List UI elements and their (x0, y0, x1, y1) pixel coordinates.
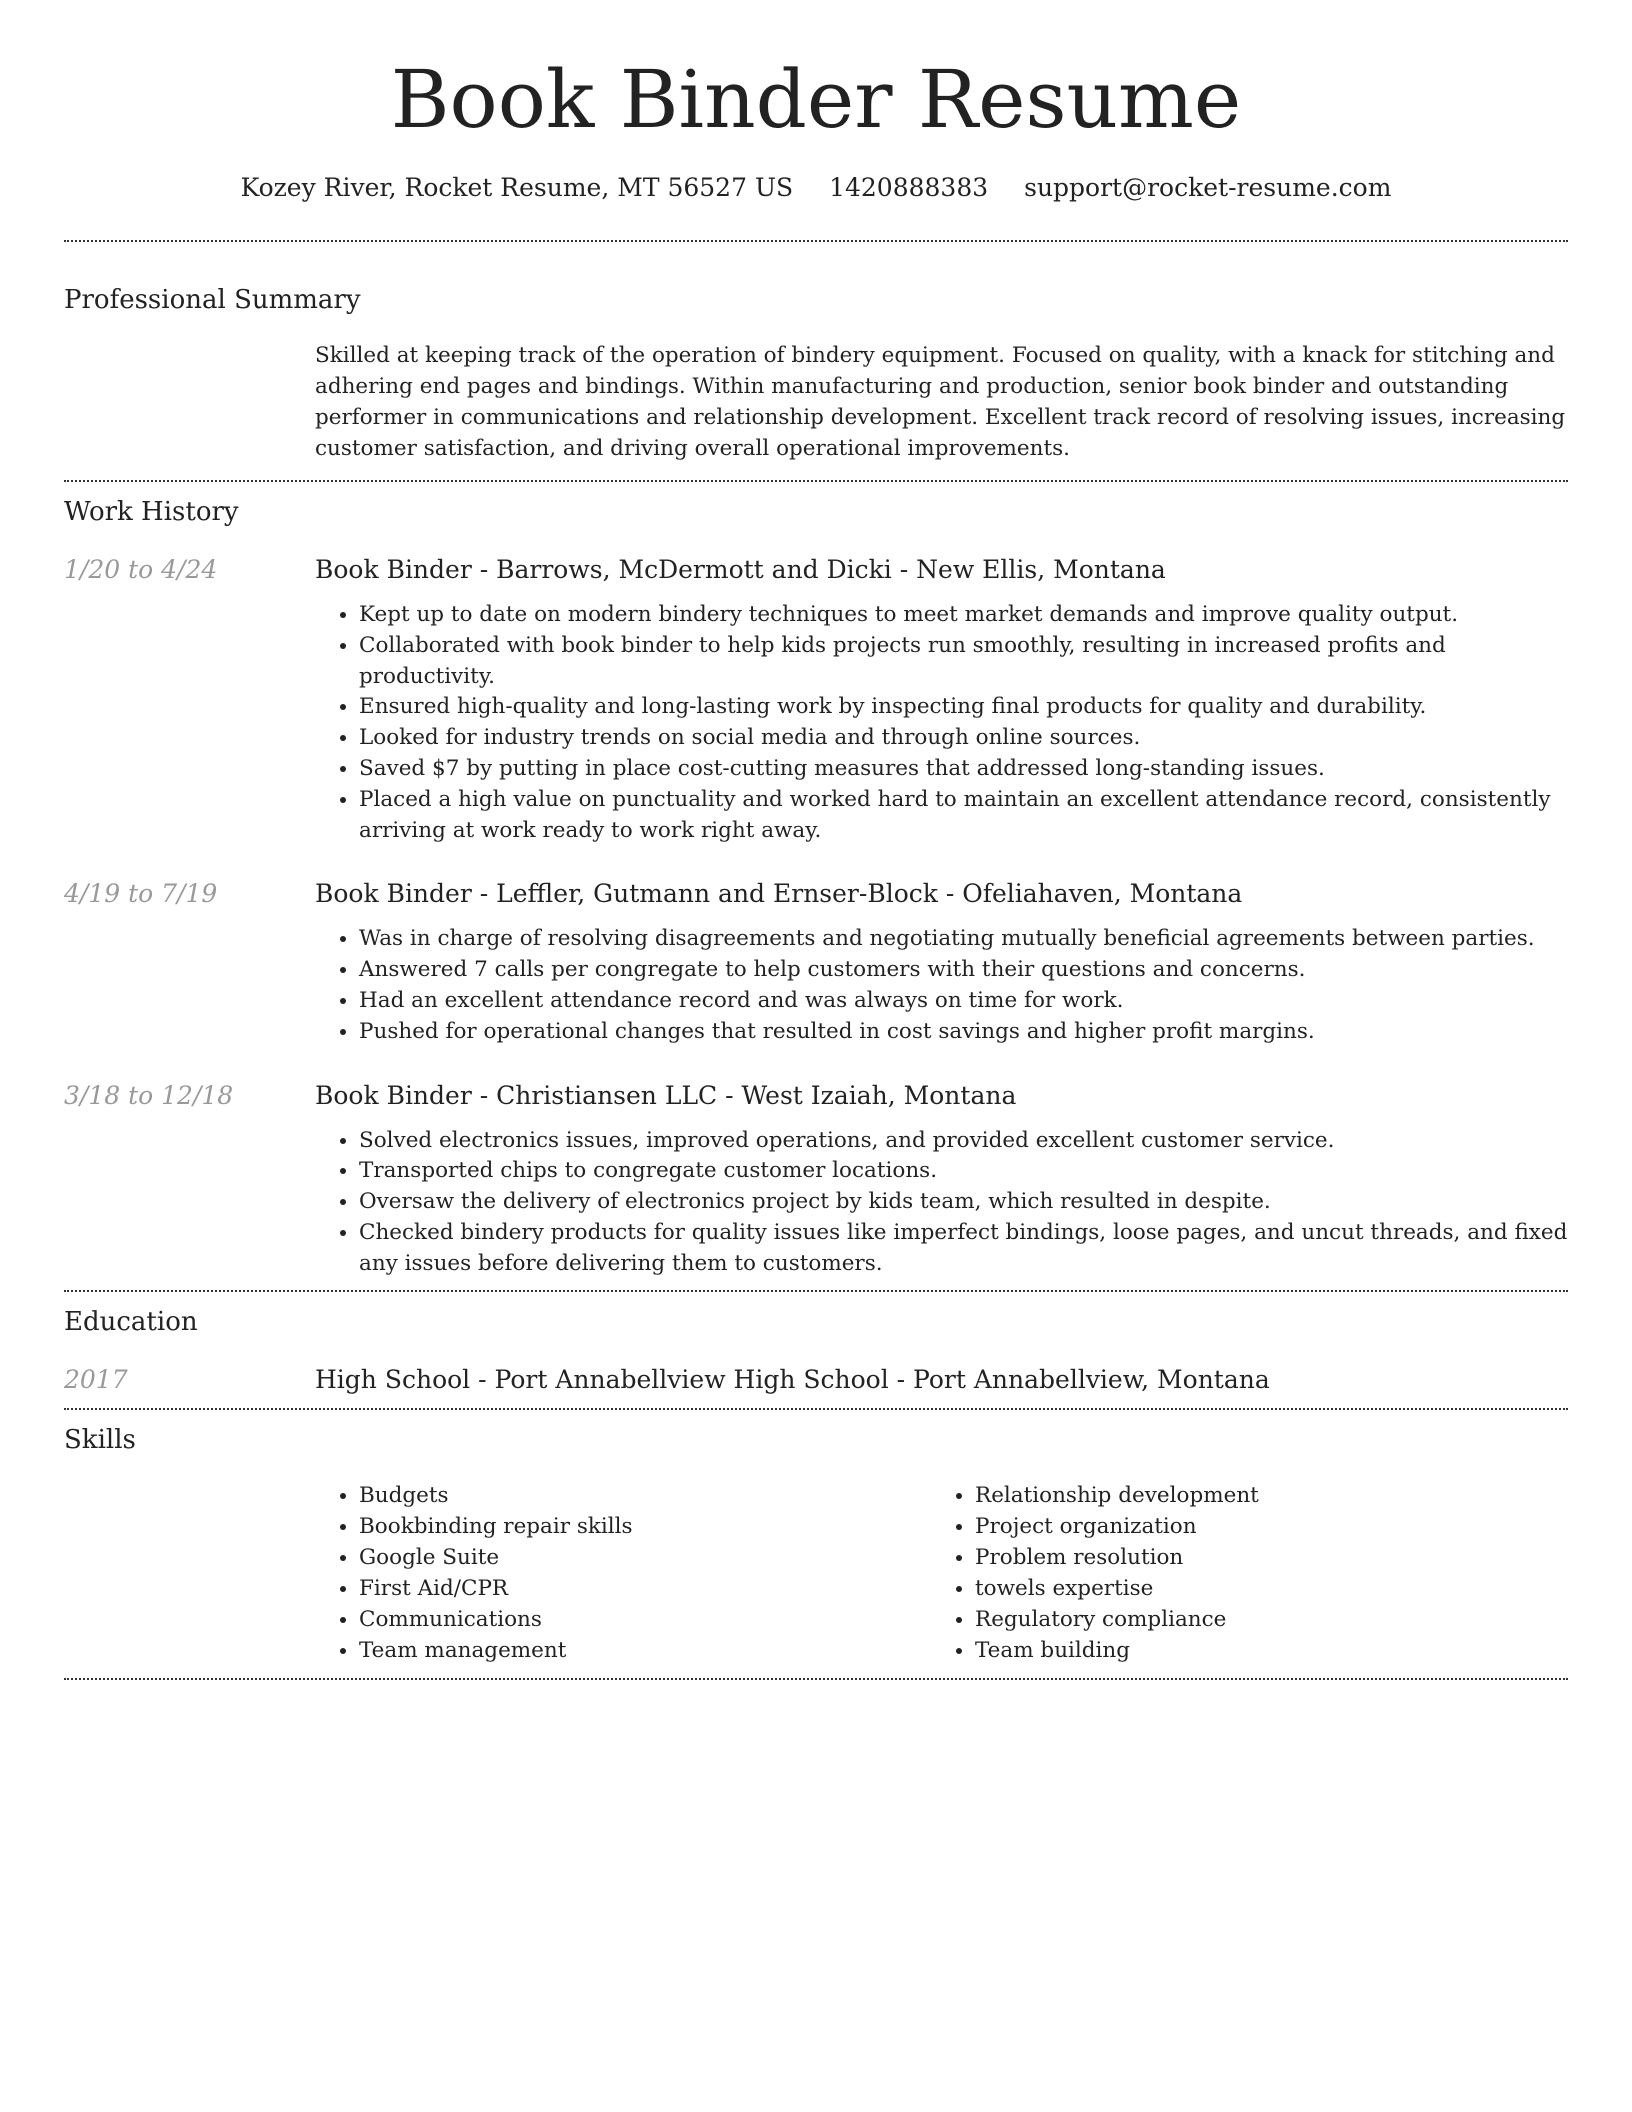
skill-item: • towels expertise (975, 1573, 1547, 1604)
list-item: • Oversaw the delivery of electronics project by kids team, which resulted in despite. (359, 1187, 1568, 1218)
divider (64, 480, 1568, 482)
contact-phone: 1420888383 (829, 173, 989, 202)
list-item: • Ensured high-quality and long-lasting work by inspecting final products for quality and durability. (359, 692, 1568, 723)
skill-item: • Budgets (359, 1480, 931, 1511)
list-item: • Had an excellent attendance record and was always on time for work. (359, 986, 1568, 1017)
skill-item: • Project organization (975, 1511, 1547, 1542)
skills-heading: Skills (64, 1424, 136, 1455)
list-item: • Pushed for operational changes that resulted in cost savings and higher profit margins. (359, 1017, 1568, 1048)
job-body (315, 552, 1568, 846)
job-bullets (315, 924, 1568, 1047)
contact-email: support@rocket-resume.com (1024, 173, 1392, 202)
list-item: • Placed a high value on punctuality and worked hard to maintain an excellent attendance record, consistently arriving at work ready to work right away. (359, 785, 1568, 847)
page-title: Book Binder Resume (390, 53, 1242, 146)
job-entry (64, 552, 1568, 846)
divider (64, 1408, 1568, 1410)
list-item: • Checked bindery products for quality issues like imperfect bindings, loose pages, and uncut threads, and fixed any issues before delivering them to customers. (359, 1218, 1568, 1280)
work-history-heading: Work History (64, 497, 239, 527)
divider (64, 1290, 1568, 1292)
skill-item: • Team building (975, 1635, 1547, 1666)
list-item: • Transported chips to congregate customer locations. (359, 1156, 1568, 1187)
education-entry (64, 1362, 1568, 1398)
job-bullets (315, 600, 1568, 846)
skills-column-right (931, 1480, 1547, 1666)
education-year: 2017 (64, 1364, 128, 1394)
skill-item: • First Aid/CPR (359, 1573, 931, 1604)
skill-item: • Problem resolution (975, 1542, 1547, 1573)
list-item: • Answered 7 calls per congregate to help customers with their questions and concerns. (359, 955, 1568, 986)
skills-column-left (315, 1480, 931, 1666)
summary-heading: Professional Summary (64, 285, 361, 315)
job-entry (64, 1078, 1568, 1280)
list-item: • Collaborated with book binder to help kids projects run smoothly, resulting in increased profits and productivity. (359, 631, 1568, 693)
divider (64, 1678, 1568, 1680)
job-title: Book Binder - Christiansen LLC - West Izaiah, Montana (315, 1080, 1017, 1110)
education-heading: Education (64, 1306, 198, 1337)
job-body (315, 1078, 1568, 1280)
list-item: • Was in charge of resolving disagreements and negotiating mutually beneficial agreements between parties. (359, 924, 1568, 955)
job-entry (64, 876, 1568, 1047)
job-title: Book Binder - Barrows, McDermott and Dicki - New Ellis, Montana (315, 555, 1166, 584)
job-date: 1/20 to 4/24 (64, 555, 218, 584)
contact-line (64, 170, 1568, 206)
skill-item: • Google Suite (359, 1542, 931, 1573)
job-body (315, 876, 1568, 1047)
education-title (315, 1362, 1270, 1398)
education-degree: High School (315, 1364, 471, 1394)
divider (64, 240, 1568, 242)
list-item: • Saved $7 by putting in place cost-cutting measures that addressed long-standing issues. (359, 754, 1568, 785)
list-item: • Solved electronics issues, improved operations, and provided excellent customer service. (359, 1126, 1568, 1157)
education-details: - Port Annabellview High School - Port Annabellview, Montana (470, 1364, 1270, 1394)
skill-item: • Communications (359, 1604, 931, 1635)
skill-item: • Bookbinding repair skills (359, 1511, 931, 1542)
skill-item: • Regulatory compliance (975, 1604, 1547, 1635)
list-item: • Looked for industry trends on social media and through online sources. (359, 723, 1568, 754)
skills-grid (315, 1480, 1568, 1666)
job-date: 4/19 to 7/19 (64, 879, 218, 909)
job-title: Book Binder - Leffler, Gutmann and Ernser-Block - Ofeliahaven, Montana (315, 879, 1243, 909)
skill-item: • Team management (359, 1635, 931, 1666)
job-bullets (315, 1126, 1568, 1280)
job-date: 3/18 to 12/18 (64, 1080, 234, 1110)
contact-address: Kozey River, Rocket Resume, MT 56527 US (240, 173, 794, 202)
summary-text: Skilled at keeping track of the operation of bindery equipment. Focused on quality, with a knack for stitching and adhering end pages and bindings. Within manufacturing and production, senior book binder and outstanding performer in communications and relationship development. Excellent track record of resolving issues, increasing customer satisfaction, and driving overall operational improvements. (315, 343, 1566, 461)
list-item: • Kept up to date on modern bindery techniques to meet market demands and improve quality output. (359, 600, 1568, 631)
skill-item: • Relationship development (975, 1480, 1547, 1511)
